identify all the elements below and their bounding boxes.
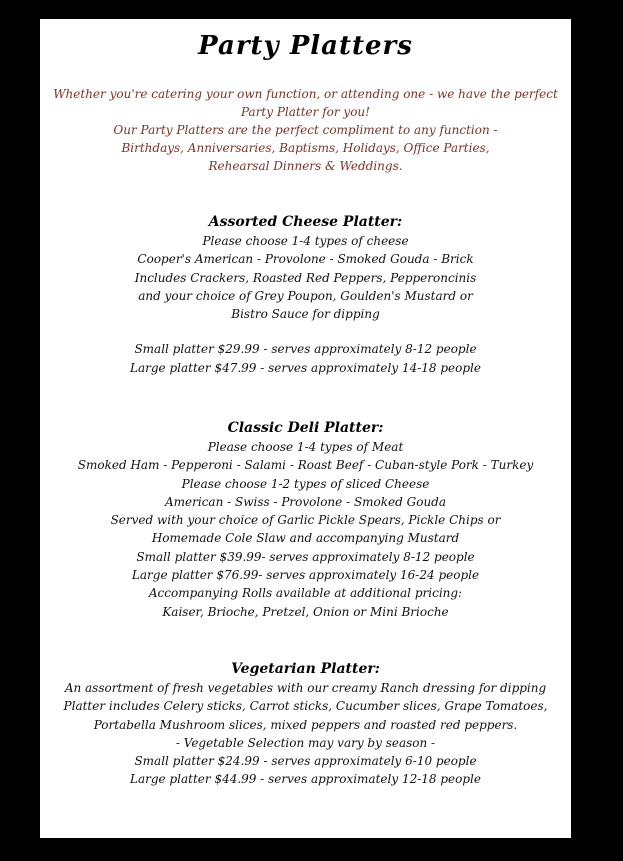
- deli-platter-line: Homemade Cole Slaw and accompanying Mustard: [151, 531, 460, 546]
- cheese-small-price: Small platter $29.99 - serves approximately 8-12 people: [134, 342, 477, 357]
- vegetarian-platter-section: [40, 659, 571, 789]
- deli-platter-line: Please choose 1-4 types of Meat: [207, 440, 404, 454]
- intro-line: Birthdays, Anniversaries, Baptisms, Holidays, Office Parties,: [121, 141, 490, 155]
- cheese-platter-line: Bistro Sauce for dipping: [231, 307, 380, 322]
- cheese-platter-line: Cooper's American - Provolone - Smoked Gouda - Brick: [137, 252, 474, 267]
- intro-text: [40, 85, 571, 175]
- vegetarian-platter-heading: Vegetarian Platter:: [231, 661, 380, 677]
- deli-platter-line: Accompanying Rolls available at additional pricing:: [148, 586, 463, 601]
- deli-platter-line: Please choose 1-2 types of sliced Cheese: [181, 476, 430, 491]
- menu-page: [40, 19, 571, 838]
- deli-large-price: Large platter $76.99- serves approximately 16-24 people: [131, 568, 480, 583]
- vegetarian-platter-line: An assortment of fresh vegetables with our creamy Ranch dressing for dipping: [64, 681, 547, 695]
- intro-line: Whether you're catering your own function, or attending one - we have the perfect: [53, 87, 558, 101]
- spacer: [40, 323, 571, 340]
- cheese-platter-section: [40, 212, 571, 377]
- vegetarian-platter-line: - Vegetable Selection may vary by season -: [175, 735, 436, 750]
- intro-line: Our Party Platters are the perfect compliment to any function -: [113, 123, 498, 137]
- cheese-large-price: Large platter $47.99 - serves approximately 14-18 people: [130, 360, 481, 375]
- intro-line: Rehearsal Dinners & Weddings.: [208, 159, 403, 173]
- vegetarian-platter-line: Platter includes Celery sticks, Carrot sticks, Cucumber slices, Grape Tomatoes,: [63, 699, 548, 714]
- deli-platter-section: [40, 418, 571, 621]
- cheese-platter-line: Includes Crackers, Roasted Red Peppers, Pepperoncinis: [134, 270, 477, 285]
- deli-platter-line: Served with your choice of Garlic Pickle Spears, Pickle Chips or: [110, 513, 501, 528]
- vegetarian-large-price: Large platter $44.99 - serves approximately 12-18 people: [130, 772, 481, 787]
- vegetarian-small-price: Small platter $24.99 - serves approximately 6-10 people: [134, 754, 477, 769]
- deli-platter-heading: Classic Deli Platter:: [227, 420, 384, 436]
- deli-small-price: Small platter $39.99- serves approximately 8-12 people: [136, 549, 475, 564]
- deli-platter-line: American - Swiss - Provolone - Smoked Gouda: [164, 494, 447, 509]
- cheese-platter-heading: Assorted Cheese Platter:: [208, 214, 403, 230]
- intro-line: Party Platter for you!: [241, 105, 370, 119]
- deli-platter-line: Kaiser, Brioche, Pretzel, Onion or Mini Brioche: [162, 604, 449, 619]
- page-title: Party Platters: [198, 31, 413, 61]
- deli-platter-line: Smoked Ham - Pepperoni - Salami - Roast Beef - Cuban-style Pork - Turkey: [77, 458, 534, 473]
- vegetarian-platter-line: Portabella Mushroom slices, mixed peppers and roasted red peppers.: [93, 717, 518, 732]
- cheese-platter-line: and your choice of Grey Poupon, Goulden's Mustard or: [138, 288, 473, 303]
- cheese-platter-line: Please choose 1-4 types of cheese: [202, 234, 409, 248]
